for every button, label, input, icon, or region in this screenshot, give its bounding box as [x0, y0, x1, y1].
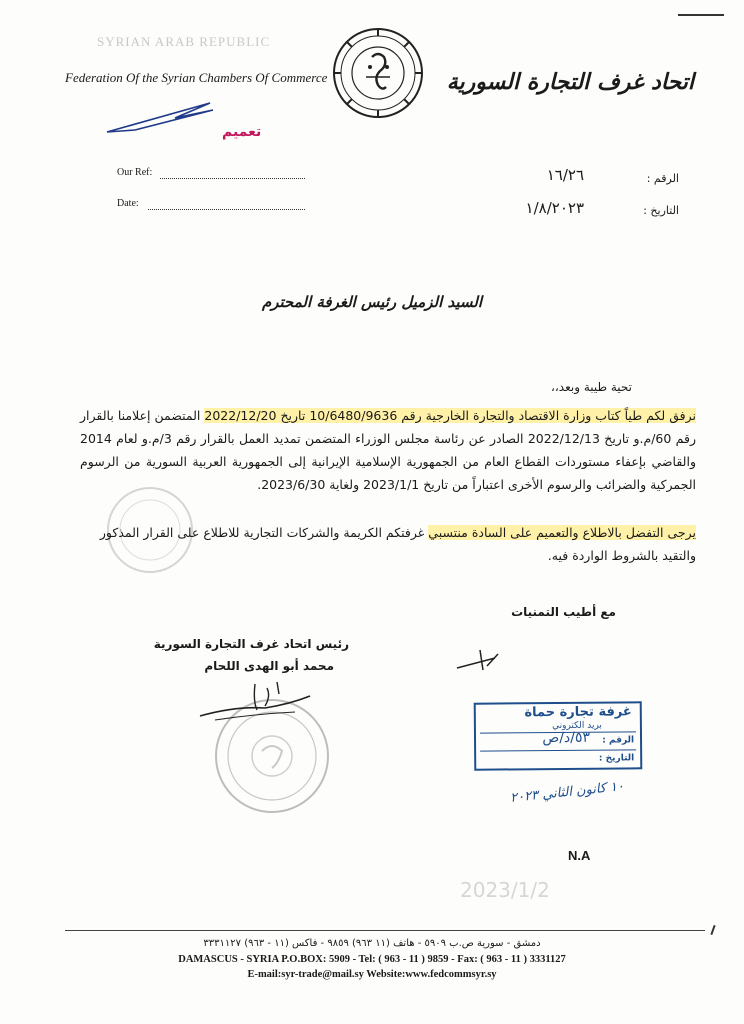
date-label: Date:	[117, 198, 139, 209]
paragraph-2-rest: غرفتكم الكريمة والشركات التجارية للاطلاع على القرار المذكور والتقيد بالشروط الواردة فيه.	[99, 525, 696, 563]
header-signature-scrawl	[105, 100, 215, 135]
greeting: تحية طيبة وبعد،،	[551, 380, 632, 394]
initials-text: N.A	[568, 848, 591, 863]
corner-mark	[678, 14, 724, 16]
stamp-number-label: الرقم :	[602, 735, 635, 746]
our-ref-line	[160, 178, 305, 179]
signer-title: رئيس اتحاد غرف التجارة السورية	[153, 637, 349, 651]
ghost-republic-text: SYRIAN ARAB REPUBLIC	[97, 34, 271, 49]
federation-name-arabic: اتحاد غرف التجارة السورية	[446, 70, 694, 95]
circular-label: تعميم	[222, 124, 262, 140]
salutation: السيد الزميل رئيس الغرفة المحترم	[261, 293, 483, 311]
paragraph-2-highlight: يرجى التفضل بالاطلاع والتعميم على السادة منتسبي	[428, 525, 696, 540]
footer-contact: E-mail:syr-trade@mail.sy Website:www.fedcommsyr.sy	[247, 969, 497, 980]
stamp-title: غرفة تجارة حماة	[524, 704, 632, 721]
signature-icon	[195, 676, 315, 726]
federation-name-english: Federation Of the Syrian Chambers Of Commerce	[65, 70, 328, 85]
arabic-ref-label: الرقم :	[646, 172, 679, 185]
paragraph-1-rest: المتضمن إعلامنا بالقرار رقم 60/م.و تاريخ 2022/12/13 الصادر عن رئاسة مجلس الوزراء المتضمن تمديد العمل بالقرار رقم 3/م.و لعام 2014 والقاضي بإعفاء مستوردات القطاع العام من الجمهورية الإسلامية الإيرانية إلى الجمهورية العربية السورية من الرسوم الجمركية والضرائب والرسوم الأخرى اعتباراً من تاريخ 2023/1/1 ولغاية 2023/6/30.	[80, 408, 696, 492]
stamp-date-label: التاريخ :	[598, 753, 635, 764]
footer-address-arabic: دمشق - سورية ص.ب ٥٩٠٩ - هاتف (١١ ٩٦٣) ٩٨٥٩ - فاكس (١١ - ٩٦٣) ٣٣٣١١٢٧	[203, 938, 541, 949]
date-line	[148, 209, 305, 210]
stamp-number-value: ٥٣/د/ص	[542, 729, 591, 747]
signer-name: محمد أبو الهدى اللحام	[204, 659, 334, 673]
incoming-mail-stamp	[474, 701, 643, 770]
federation-logo-icon	[332, 27, 424, 119]
paragraph-1-highlight: نرفق لكم طياً كتاب وزارة الاقتصاد والتجارة الخارجية رقم 10/6480/9636 تاريخ 2022/12/20	[204, 408, 696, 423]
footer-address-english: DAMASCUS - SYRIA P.O.BOX: 5909 - Tel: ( 963 - 11 ) 9859 - Fax: ( 963 - 11 ) 3331127	[178, 954, 566, 965]
footer-mark	[710, 925, 715, 935]
ghost-date-text: 2023/1/2	[460, 878, 550, 902]
stamp-handwritten-date: ١٠ كانون الثاني ٢٠٢٣	[509, 779, 625, 806]
stamp-subtitle: بريد الكتروني	[552, 720, 602, 732]
letter-paragraph-2	[80, 521, 696, 567]
letter-paragraph-1	[80, 404, 696, 496]
footer-divider	[65, 930, 705, 931]
arabic-ref-value: ١٦/٢٦	[546, 166, 584, 184]
our-ref-label: Our Ref:	[117, 167, 153, 178]
closing-wishes: مع أطيب التمنيات	[511, 605, 616, 619]
stamp-divider	[480, 749, 636, 751]
arabic-date-value: ١/٨/٢٠٢٣	[525, 199, 584, 217]
initials-mark-icon	[455, 646, 500, 674]
arabic-date-label: التاريخ :	[643, 204, 679, 217]
